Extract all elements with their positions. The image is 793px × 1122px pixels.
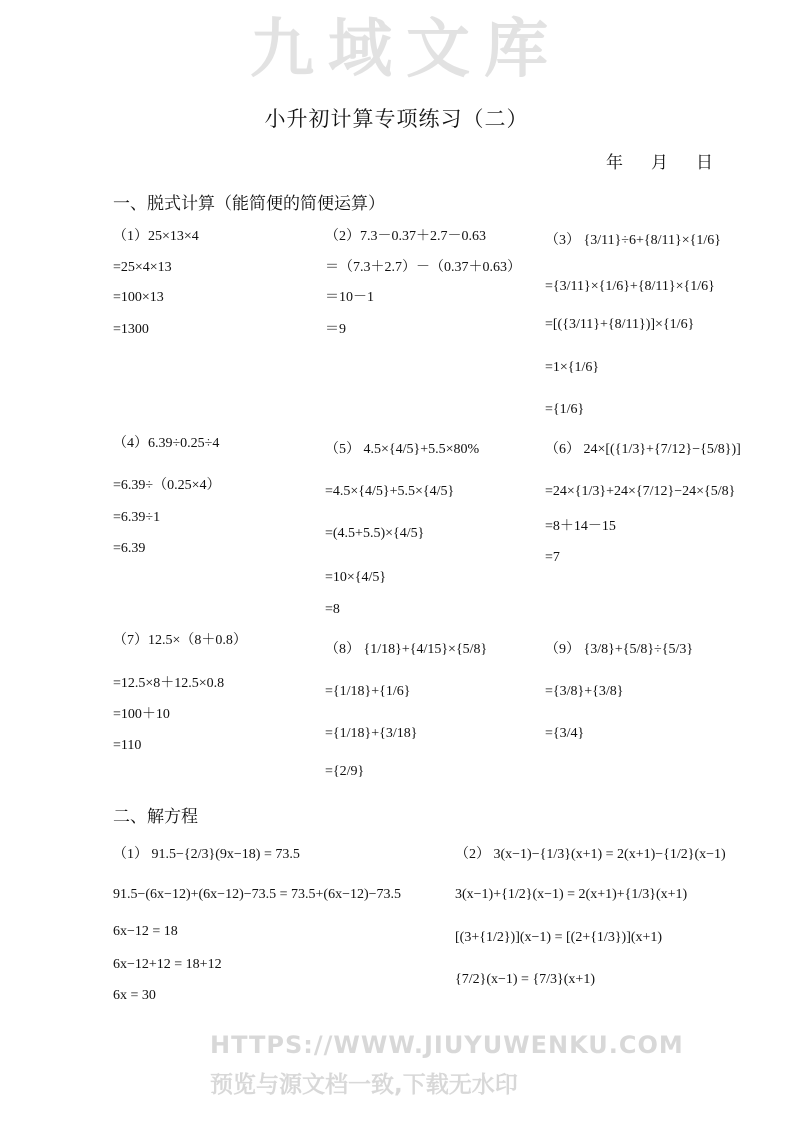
equation-problem: （2） 3(x−1)−{1/3}(x+1) = 2(x+1)−{1/2}(x−1) [455,847,726,862]
calc-step: =(4.5+5.5)×{4/5} [325,526,425,541]
calc-step: ={3/8}+{3/8} [545,684,624,699]
calc-problem: （8） {1/18}+{4/15}×{5/8} [325,642,488,657]
calc-problem: （1）25×13×4 [113,229,199,244]
date-day: 日 [696,153,713,173]
calc-step: =25×4×13 [113,260,172,275]
equation-step: 6x−12+12 = 18+12 [113,957,222,972]
calc-step: =12.5×8＋12.5×0.8 [113,676,225,691]
calc-step: ＝9 [325,322,346,337]
equation-step: {7/2}(x−1) = {7/3}(x+1) [455,972,595,987]
equation-step: 3(x−1)+{1/2}(x−1) = 2(x+1)+{1/3}(x+1) [455,887,688,902]
calc-step: =100＋10 [113,707,170,722]
calc-problem: （3） {3/11}÷6+{8/11}×{1/6} [545,233,721,248]
calc-step: ={1/6} [545,402,585,417]
calc-problem: （7）12.5×（8＋0.8） [113,633,247,648]
calc-step: =1300 [113,322,149,337]
date-month: 月 [651,153,668,173]
watermark-notice: 预览与源文档一致,下载无水印 [210,1072,518,1098]
calc-step: =[({3/11}+{8/11})]×{1/6} [545,317,695,332]
calc-step: =24×{1/3}+24×{7/12}−24×{5/8} [545,484,736,499]
calc-step: ={3/4} [545,726,585,741]
calc-problem: （9） {3/8}+{5/8}÷{5/3} [545,642,694,657]
calc-step: ={1/18}+{1/6} [325,684,411,699]
calc-step: =8 [325,602,340,617]
calc-step: =10×{4/5} [325,570,387,585]
calc-problem: （5） 4.5×{4/5}+5.5×80% [325,442,480,457]
calc-step: =110 [113,738,142,753]
equation-step: 6x = 30 [113,988,156,1003]
calc-step: =8＋14－15 [545,519,616,534]
calc-problem: （2）7.3－0.37＋2.7－0.63 [325,229,486,244]
calc-step: =6.39÷（0.25×4） [113,478,221,493]
equation-step: 91.5−(6x−12)+(6x−12)−73.5 = 73.5+(6x−12)−73.5 [113,887,402,902]
equation-problem: （1） 91.5−{2/3}(9x−18) = 73.5 [113,847,300,862]
calc-step: =4.5×{4/5}+5.5×{4/5} [325,484,455,499]
page-title: 小升初计算专项练习（二） [264,107,529,131]
calc-step: =1×{1/6} [545,360,600,375]
calc-step: ={3/11}×{1/6}+{8/11}×{1/6} [545,279,715,294]
date-year: 年 [606,153,623,173]
calc-step: ＝10－1 [325,290,374,305]
calc-step: =7 [545,550,560,565]
calc-step: ＝（7.3＋2.7）－（0.37＋0.63） [325,260,521,275]
calc-step: ={1/18}+{3/18} [325,726,418,741]
watermark-url: HTTPS://WWW.JIUYUWENKU.COM [210,1031,684,1059]
calc-problem: （4）6.39÷0.25÷4 [113,436,220,451]
equation-step: 6x−12 = 18 [113,924,178,939]
watermark-logo: 九域文库 [250,13,562,87]
section-heading-2: 二、解方程 [113,807,198,827]
section-heading-1: 一、脱式计算（能简便的简便运算） [113,194,385,214]
calc-step: =100×13 [113,290,164,305]
calc-problem: （6） 24×[({1/3}+{7/12}−{5/8})] [545,442,741,457]
calc-step: =6.39÷1 [113,510,161,525]
date-line [606,148,713,173]
equation-step: [(3+{1/2})](x−1) = [(2+{1/3})](x+1) [455,930,663,945]
calc-step: ={2/9} [325,764,365,779]
calc-step: =6.39 [113,541,146,556]
